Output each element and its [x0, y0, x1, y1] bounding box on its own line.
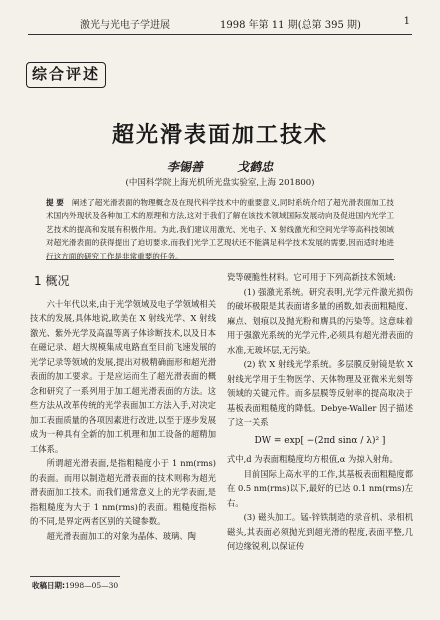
affiliation: (中国科学院上海光机所光盘实验室,上海 201800): [125, 178, 315, 188]
issue-info: 1998 年第 11 期(总第 395 期): [220, 20, 361, 31]
paragraph: 六十年代以来,由于光学领域及电子学领域相关技术的发展,具体地说,欧美在 X 射线光学、X 射线激光、紫外光学及高温等离子体诊断技术,以及日本在磁记录、超大规模集成电路直至目前飞速发展的光学记录等领域的发展,提出对极精确面形和超光滑表面的加工要求。于是应运而生了超光滑表面的概念和研究了一系列用于加工超光滑表面的方法。这些方法从改革传统的光学表面加工方法入手,对决定加工表面质量的各项因素进行改进,以至于逐步发展成为一种具有全新的加工机理和加工设备的超精加工体系。: [30, 298, 216, 454]
paragraph: (2) 软 X 射线光学系统。多层膜反射镜是软 X 射线光学用于生物医学、天体物理及亚微米光刻等领域的关键元件。而多层膜等反射率的提高取决于基板表面粗糙度的降低。Debye-Waller 因子描述了这一关系: [227, 359, 413, 427]
abstract-text: 阐述了超光滑表面的物理概念及在现代科学技术中的重要意义,同时系统介绍了超光滑表面加工技术国内外现状及各种加工术的原理和方法,这对于我们了解在该技术领域国际发展动向及促进国内光学工艺技术的提高和发展有积极作用。为此,我们建议用激光、光电子、X 射线激光和空间光学等高科技领域对超光滑表面的获得提出了迫切要求,而我们光学工艺现状还不能满足科学技术发展的需要,因而适时地进行这方面的研究工作是非常重要的任务。: [46, 198, 394, 261]
footnote: [32, 580, 118, 591]
running-header: [30, 14, 410, 30]
header-rule: [28, 34, 412, 35]
section-heading: 1 概况: [34, 274, 70, 288]
paragraph: 超光滑表面加工的对象为晶体、玻璃、陶: [46, 530, 196, 541]
left-column: [30, 270, 216, 543]
abstract: [46, 196, 394, 263]
paragraph: 目前国际上高水平的工作,其基板表面粗糙度都在 0.5 nm(rms)以下,最好的已达 0.1 nm(rms)左右。: [227, 468, 413, 508]
abstract-rule: [46, 259, 394, 260]
paragraph: 瓷等硬脆性材料。它可用于下列高新技术领域:: [227, 272, 396, 282]
paragraph: 式中,d 为表面粗糙度均方根值,α 为掠入射角。: [227, 454, 398, 464]
article-title: 超光滑表面加工技术: [111, 122, 328, 148]
footnote-rule: [30, 576, 120, 577]
page-number: 1: [403, 16, 410, 27]
paragraph: (1) 强激光系统。研究表明,光学元件激光损伤的破坏极限是其表面诸多量的函数,如表面粗糙度、麻点、划痕以及抛光粉和膺具的污染等。这意味着用于强激光系统的光学元件,必须具有超光滑表面的水准,无玻坏层,无污染。: [227, 286, 413, 355]
abstract-label: 提 要: [46, 198, 64, 207]
journal-name: 激光与光电子学进展: [80, 20, 170, 31]
right-column: [227, 270, 413, 554]
paragraph: 所谓超光滑表面,是指粗糙度小于 1 nm(rms)的表面。而用以制造超光滑表面的技术则称为超光滑表面加工技术。而我们通常意义上的光学表面,是指粗糙度为大于 1 nm(rms)的表面。粗糙度指标的不同,是界定两者区别的关键参数。: [30, 458, 216, 526]
footnote-date: 1998—05—30: [65, 581, 119, 590]
paragraph: (3) 磁头加工。锰-锌铁制造的录音机、录相机磁头,其表面必须抛光到超光滑的程度,表面平整,几何边缘锐利,以保证传: [227, 512, 413, 551]
section-label: 综合评述: [26, 62, 106, 88]
authors: 李锡善 戈鹤忠: [166, 160, 274, 174]
footnote-label: 收稿日期:: [32, 581, 65, 590]
equation: DW = exp[ −(2πd sinα / λ)² ]: [254, 435, 386, 446]
